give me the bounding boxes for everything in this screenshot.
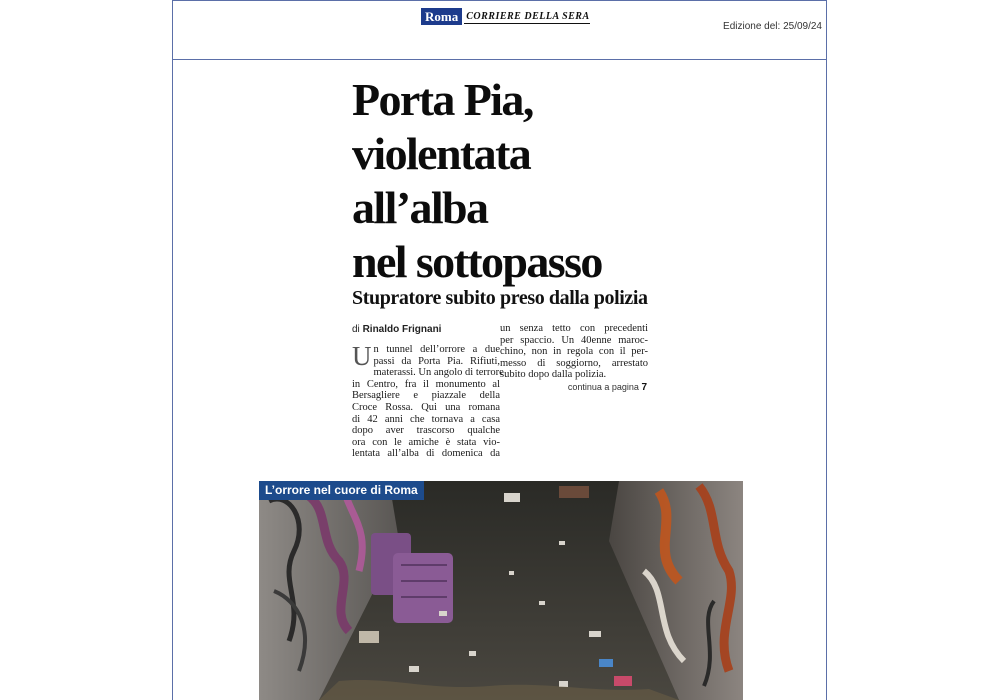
body-line: un senza tetto con precedenti [500, 323, 648, 334]
continua-label: continua a pagina [567, 381, 639, 392]
masthead-logo [421, 9, 590, 24]
byline [352, 324, 441, 335]
header-divider [172, 59, 827, 60]
headline-line: nel sottopasso [352, 236, 602, 287]
body-line: di 42 anni che tornava a casa [352, 413, 500, 425]
byline-prefix: di [352, 324, 360, 335]
tunnel-photo-illustration [259, 481, 743, 700]
masthead-roma: Roma [421, 8, 462, 25]
body-line: dopo aver trascorso qualche [352, 425, 500, 437]
body-line: subito dopo dalla polizia. [500, 369, 607, 381]
headline [352, 73, 682, 289]
subheadline: Stupratore subito preso dalla polizia [352, 287, 648, 309]
body-line: n tunnel dell’orrore a due [373, 344, 500, 355]
headline-line: all’alba [352, 182, 488, 233]
body-line: messo di soggiorno, arrestato [500, 357, 648, 369]
body-line: Bersagliere e piazzale della [352, 390, 500, 402]
body-line: ora con le amiche è stata vio- [352, 436, 500, 448]
headline-line: Porta Pia, [352, 74, 533, 125]
masthead-paper-name: CORRIERE DELLA SERA [466, 10, 590, 22]
body-line: passi da Porta Pia. Rifiuti, [373, 355, 500, 367]
body-line: lentata all’alba di domenica da [352, 448, 500, 460]
drop-cap: U [352, 341, 372, 371]
body-line: per spaccio. Un 40enne maroc- [500, 334, 648, 346]
byline-author: Rinaldo Frignani [362, 324, 442, 335]
headline-line: violentata [352, 128, 531, 179]
body-line: Croce Rossa. Qui una romana [352, 401, 500, 413]
body-line: chino, non in regola con il per- [500, 346, 648, 358]
continua-page-number: 7 [641, 381, 647, 393]
article-column-1 [352, 341, 504, 460]
photo-caption: L’orrore nel cuore di Roma [259, 481, 424, 500]
body-line: materassi. Un angolo di terrore [373, 367, 504, 379]
article-photo [259, 481, 743, 700]
body-line: in Centro, fra il monumento al [352, 378, 500, 390]
article-column-2 [500, 323, 648, 394]
continued-on-page[interactable] [500, 382, 648, 394]
edition-date: Edizione del: 25/09/24 [723, 21, 822, 32]
